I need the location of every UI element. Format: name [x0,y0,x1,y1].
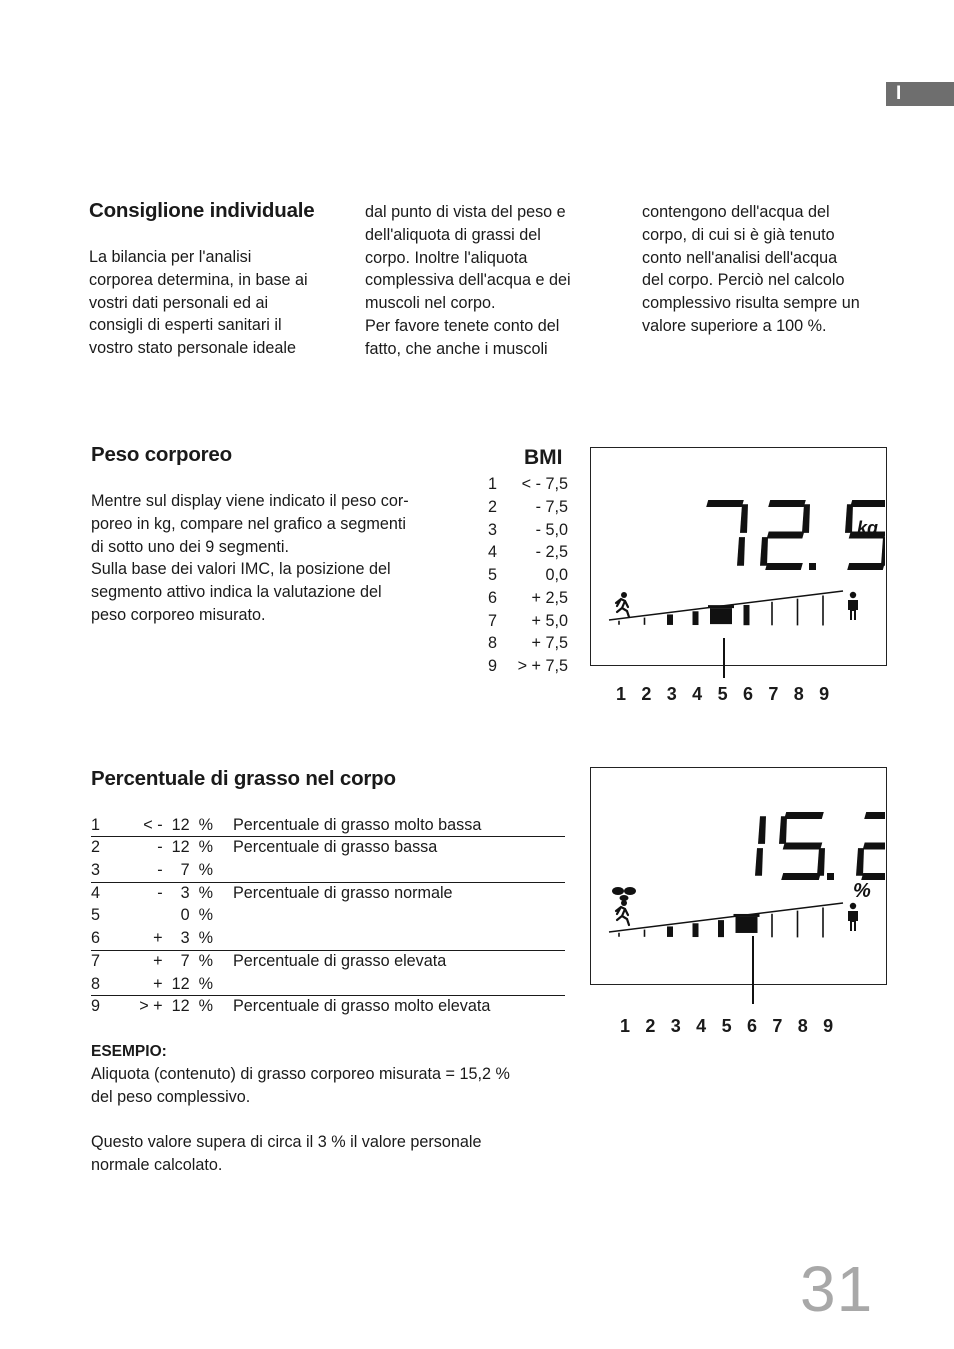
fat-digit-segment [781,873,821,880]
segment [797,911,799,938]
active-segment [736,917,758,933]
weight-digit-segment [767,532,805,539]
fat-table-row: 5 0 % [91,906,213,924]
bmi-row: 1 < - 7,5 [488,475,568,493]
fat-lcd-graphic [591,768,885,983]
fat-digit-segment [856,848,864,876]
fat-table-row: 3 - 7 % [91,861,213,879]
segment [693,923,699,937]
fat-digit-dot [827,873,834,880]
segment [667,926,673,937]
weight-digit-segment [706,500,744,507]
bmi-row: 9 > + 7,5 [488,657,568,675]
fat-unit-label: % [853,880,871,902]
fat-digit-segment [864,812,885,819]
bmi-row: 8 + 7,5 [488,634,568,652]
bmi-row: 5 0,0 [488,566,568,584]
weight-unit-label: kg [857,518,879,538]
segment [771,914,773,938]
fat-digit-segment [817,848,825,876]
active-segment-cap [734,914,760,917]
fat-drops-icon [612,887,636,901]
fat-table-row: 7 + 7 % Percentuale di grasso elevata [91,952,447,970]
person-icon [848,903,858,931]
weight-digit-segment [740,504,748,533]
segment [644,930,646,937]
peso-title: Peso corporeo [91,443,232,466]
page-number: 31 [800,1253,874,1325]
weight-digit-segment [768,500,806,507]
weight-digit-segment [737,537,745,566]
weight-display [590,447,887,666]
segment [771,602,773,626]
fat-table-row: 4 - 3 % Percentuale di grasso normale [91,884,453,902]
fat-table-row: 1 < - 12 % Percentuale di grasso molto bassa [91,816,482,834]
consiglio-col1: La bilancia per l'analisi corporea determina, in base ai vostri dati personali ed ai consigli di esperti sanitari il vostro stato personale ideale [89,248,308,358]
weight-segment-bar [609,591,843,625]
bmi-row: 4 - 2,5 [488,543,568,561]
segment [644,618,646,625]
runner-icon [616,900,629,925]
runner-icon [616,592,629,617]
bmi-row: 6 + 2,5 [488,589,568,607]
fat-table-row: 8 + 12 % [91,975,213,993]
weight-digit-segment [802,504,810,533]
segment [822,907,824,937]
segment [718,920,724,937]
fat-display [590,767,887,985]
segment [693,611,699,625]
bmi-row: 2 - 7,5 [488,498,568,516]
bmi-row: 7 + 5,0 [488,612,568,630]
weight-digit-segment [881,537,885,566]
fat-indicator-line [752,936,754,1004]
weight-indicator-line [723,638,725,678]
segment [667,614,673,625]
bmi-title: BMI [524,446,563,469]
active-segment-cap [708,605,734,608]
fat-table-row: 9 > + 12 % Percentuale di grasso molto elevata [91,997,491,1015]
segment [744,605,750,625]
fat-digit-segment [863,843,885,850]
segment [618,933,620,937]
weight-digit-dot [809,563,816,570]
fat-digit-segment [861,873,885,880]
grasso-title: Percentuale di grasso nel corpo [91,767,396,790]
weight-lcd-graphic [591,448,885,664]
fat-digit-segment [755,848,763,876]
weight-digit-segment [847,563,885,570]
segment [618,621,620,625]
example-text: Aliquota (contenuto) di grasso corporeo misurata = 15,2 % del peso complessivo. [91,1065,510,1106]
fat-segment-bar [609,903,843,937]
consiglio-col3: contengono dell'acqua del corpo, di cui si è già tenuto conto nell'analisi dell'acqua del corpo. Perciò nel calcolo complessivo risulta sempre un valore superiore a 100 %. [642,203,860,335]
weight-digit-segment [850,500,885,507]
bmi-row: 3 - 5,0 [488,521,568,539]
fat-table-row: 6 + 3 % [91,929,213,947]
consiglio-col2: dal punto di vista del peso e dell'aliquota di grassi del corpo. Inoltre l'aliquota complessiva dell'acqua e dei muscoli nel corpo. Per favore tenete conto del fatto, che anche i muscoli [365,203,571,358]
note-text: Questo valore supera di circa il 3 % il valore personale normale calcolato. [91,1133,482,1174]
weight-scale-numbers: 1 2 3 4 5 6 7 8 9 [616,684,830,704]
segment [822,595,824,625]
weight-digit-segment [765,563,803,570]
weight-digit-segment [760,537,768,566]
fat-digit-segment [779,816,787,844]
segment [797,599,799,626]
fat-digit-segment [784,812,824,819]
fat-table-row: 2 - 12 % Percentuale di grasso bassa [91,838,438,856]
fat-reading-digits [755,812,885,880]
example-label: ESEMPIO: [91,1043,167,1060]
active-segment [710,608,732,624]
fat-digit-segment [758,816,766,844]
fat-scale-numbers: 1 2 3 4 5 6 7 8 9 [620,1016,834,1036]
language-tab: I [886,82,954,106]
fat-digit-segment [783,843,823,850]
peso-text: Mentre sul display viene indicato il peso cor- poreo in kg, compare nel grafico a segmenti di sotto uno dei 9 segmenti. Sulla base dei valori IMC, la posizione del segmento attivo indica la valutazione del peso corporeo misurato. [91,492,409,624]
weight-digit-segment [845,504,853,533]
person-icon [848,592,858,620]
consiglio-title: Consiglione individuale [89,199,315,222]
segment-baseline [609,903,843,932]
